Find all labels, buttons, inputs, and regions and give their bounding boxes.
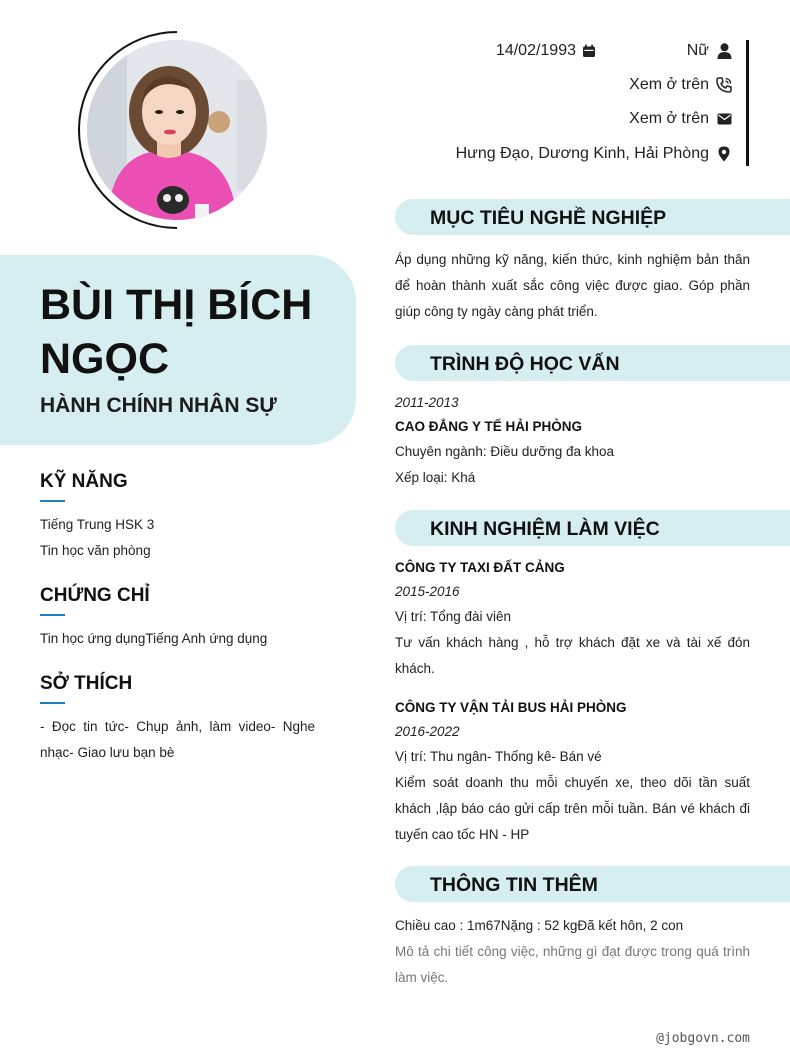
- contact-divider-bar: [746, 40, 749, 166]
- additional-heading: THÔNG TIN THÊM: [430, 874, 598, 896]
- hobbies-underline: [40, 702, 65, 704]
- hobbies-section: [40, 670, 315, 766]
- gender-value: Nữ: [686, 42, 709, 59]
- education-header: [395, 345, 790, 381]
- experience-entry: [395, 556, 750, 682]
- objective-text: Áp dụng những kỹ năng, kiến thức, kinh nghiệm bản thân để hoàn thành xuất sắc công việc được giao. Góp phần giúp công ty ngày càng phát triển.: [395, 252, 750, 319]
- additional-note: Mô tả chi tiết công việc, những gì đạt được trong quá trình làm việc.: [395, 944, 750, 985]
- additional-section: [395, 913, 750, 991]
- user-icon: [716, 43, 732, 59]
- additional-header: [395, 866, 790, 902]
- experience-entry: [395, 696, 750, 848]
- certificates-heading: CHỨNG CHỈ: [40, 585, 150, 606]
- contact-email: [629, 108, 732, 130]
- map-pin-icon: [716, 146, 732, 162]
- phone-icon: [716, 77, 732, 93]
- education-major: Chuyên ngành: Điều dưỡng đa khoa: [395, 444, 615, 459]
- experience-position: Vị trí: Thu ngân- Thống kê- Bán vé: [395, 749, 602, 764]
- contact-gender: [687, 40, 732, 62]
- phone-value: Xem ở trên: [629, 76, 709, 93]
- dob-value: 14/02/1993: [495, 42, 576, 59]
- skill-item: Tin học văn phòng: [40, 543, 151, 558]
- skills-section: [40, 468, 315, 564]
- contact-address: [456, 143, 732, 165]
- calendar-icon: [581, 43, 597, 59]
- hobbies-text: - Đọc tin tức- Chụp ảnh, làm video- Nghe nhạc- Giao lưu bạn bè: [40, 719, 315, 760]
- experience-section: [395, 556, 750, 848]
- profile-photo-frame: [76, 29, 278, 231]
- experience-period: 2016-2022: [395, 724, 460, 739]
- candidate-job-title: HÀNH CHÍNH NHÂN SỰ: [40, 394, 277, 417]
- candidate-name: BÙI THỊ BÍCH NGỌC: [40, 281, 313, 383]
- contact-dob: [496, 40, 597, 62]
- email-value: Xem ở trên: [629, 110, 709, 127]
- avatar-portrait-illustration: [87, 40, 267, 220]
- experience-description: Kiểm soát doanh thu mỗi chuyến xe, theo dõi tần suất khách ,lập báo cáo gửi cấp trên mỗi tuần. Bán vé khách đi tuyến cao tốc HN - HP: [395, 775, 750, 842]
- skills-underline: [40, 500, 65, 502]
- skill-item: Tiếng Trung HSK 3: [40, 517, 155, 532]
- education-heading: TRÌNH ĐỘ HỌC VẤN: [430, 353, 620, 375]
- avatar: [87, 40, 267, 220]
- certificates-underline: [40, 614, 65, 616]
- certificates-text: Tin học ứng dụngTiếng Anh ứng dụng: [40, 631, 268, 646]
- experience-heading: KINH NGHIỆM LÀM VIỆC: [430, 518, 660, 540]
- address-value: Hưng Đạo, Dương Kinh, Hải Phòng: [455, 145, 709, 162]
- contact-phone: [629, 74, 732, 96]
- education-period: 2011-2013: [395, 395, 459, 410]
- experience-description: Tư vấn khách hàng , hỗ trợ khách đặt xe và tài xế đón khách.: [395, 635, 750, 676]
- objective-section: [395, 247, 750, 325]
- envelope-icon: [716, 111, 732, 127]
- certificates-section: [40, 582, 315, 652]
- objective-header: [395, 199, 790, 235]
- hobbies-heading: SỞ THÍCH: [40, 673, 133, 694]
- objective-heading: MỤC TIÊU NGHỀ NGHIỆP: [430, 207, 667, 229]
- additional-text: Chiều cao : 1m67Nặng : 52 kgĐã kết hôn, 2 con: [395, 918, 684, 933]
- experience-position: Vị trí: Tổng đài viên: [395, 609, 512, 624]
- experience-company: CÔNG TY VẬN TẢI BUS HẢI PHÒNG: [395, 700, 627, 715]
- education-grade: Xếp loại: Khá: [395, 470, 476, 485]
- footer-credit: @jobgovn.com: [656, 1031, 750, 1046]
- education-section: [395, 391, 750, 491]
- education-school: CAO ĐẲNG Y TẾ HẢI PHÒNG: [395, 419, 583, 434]
- left-column: [40, 468, 315, 784]
- experience-spacer: [395, 682, 750, 696]
- experience-company: CÔNG TY TAXI ĐẤT CẢNG: [395, 560, 565, 575]
- experience-period: 2015-2016: [395, 584, 460, 599]
- skills-heading: KỸ NĂNG: [40, 471, 128, 492]
- experience-header: [395, 510, 790, 546]
